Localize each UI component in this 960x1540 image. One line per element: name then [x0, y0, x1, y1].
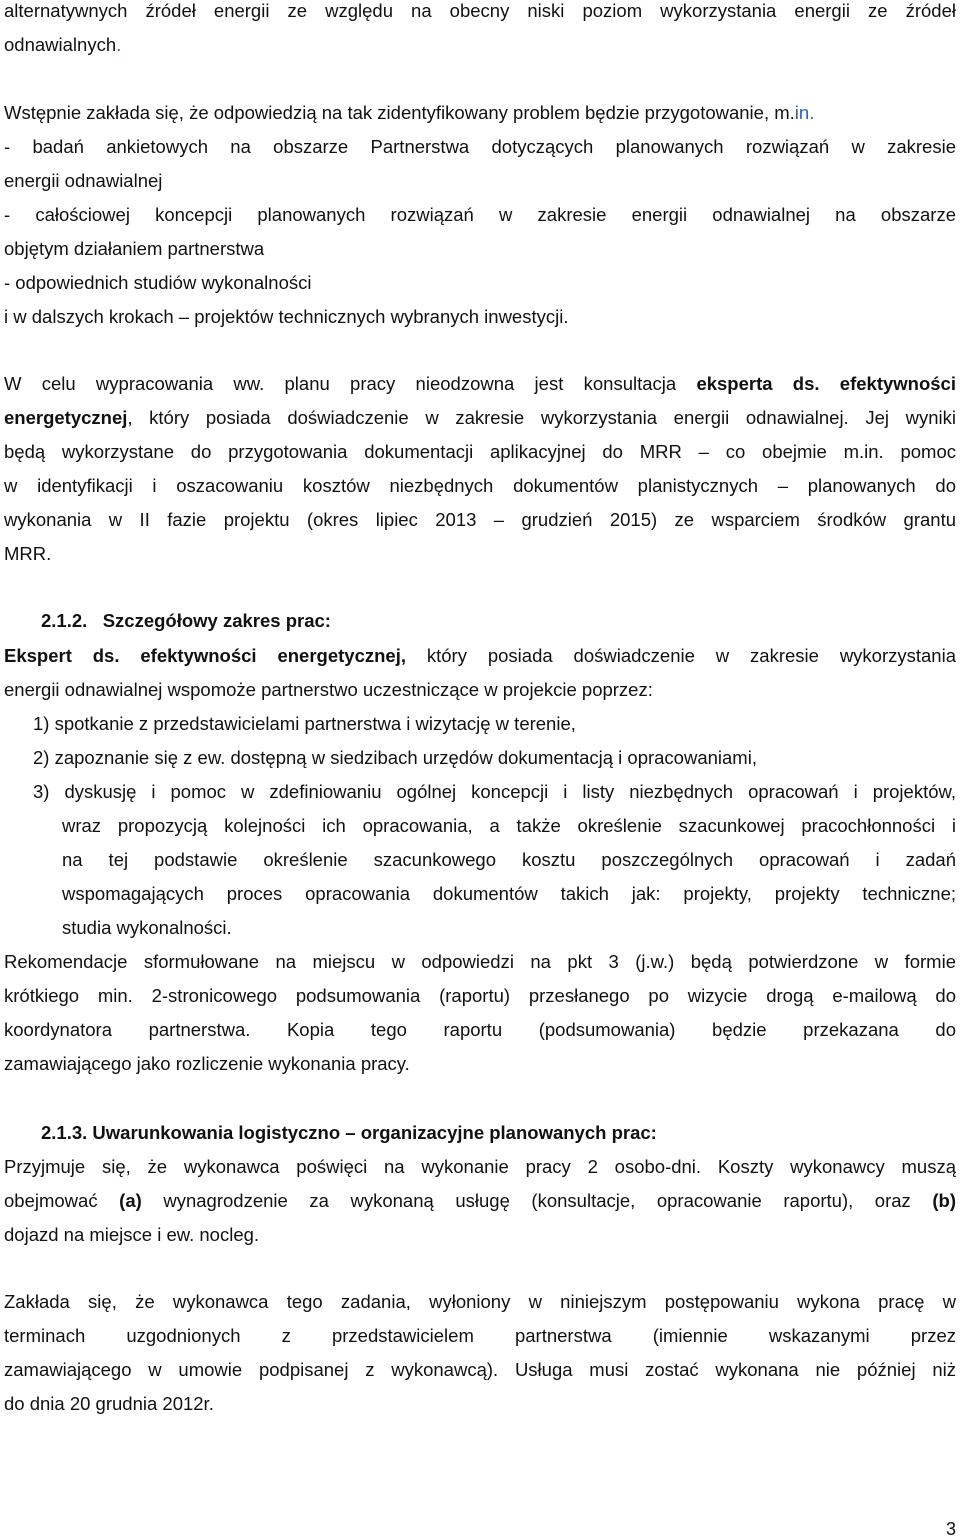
page-number: 3 — [945, 1519, 956, 1539]
celu-line-1: W celu wypracowania ww. planu pracy nieodzowna jest konsultacja eksperta ds. efektywności — [4, 373, 956, 394]
list-item-3-line-3: na tej podstawie określenie szacunkowego kosztu poszczególnych opracowań i zadań — [62, 849, 956, 870]
list-item-3-line-2: wraz propozycją kolejności ich opracowania, a także określenie szacunkowej pracochłonności i — [62, 815, 956, 836]
rekomendacje-line-3: koordynatora partnerstwa. Kopia tego raportu (podsumowania) będzie przekazana do — [4, 1019, 956, 1040]
final-line-4: do dnia 20 grudnia 2012r. — [4, 1393, 214, 1414]
bullet-1-line-2: energii odnawialnej — [4, 170, 163, 191]
s212-line-1: Ekspert ds. efektywności energetycznej, który posiada doświadczenie w zakresie wykorzystania — [4, 645, 956, 666]
list-item-3-line-1: 3) dyskusję i pomoc w zdefiniowaniu ogólnej koncepcji i listy niezbędnych opracowań i projektów, — [33, 781, 956, 802]
rekomendacje-line-2: krótkiego min. 2-stronicowego podsumowania (raportu) przesłanego po wizycie drogą e-mailową do — [4, 985, 956, 1006]
celu-line-6: MRR. — [4, 543, 52, 564]
celu-line-5: wykonania w II fazie projektu (okres lipiec 2013 – grudzień 2015) ze wsparciem środków grantu — [4, 509, 956, 530]
rekomendacje-line-1: Rekomendacje sformułowane na miejscu w odpowiedzi na pkt 3 (j.w.) będą potwierdzone w formie — [4, 951, 956, 972]
s213-line-3: dojazd na miejsce i ew. nocleg. — [4, 1224, 260, 1245]
section-heading-2-1-2: 2.1.2. Szczegółowy zakres prac: — [41, 610, 331, 631]
rekomendacje-line-4: zamawiającego jako rozliczenie wykonania pracy. — [4, 1053, 410, 1074]
bullet-1-line-1: - badań ankietowych na obszarze Partnerstwa dotyczących planowanych rozwiązań w zakresie — [4, 136, 956, 157]
section-heading-2-1-3: 2.1.3. Uwarunkowania logistyczno – organizacyjne planowanych prac: — [41, 1122, 657, 1143]
bullet-4: i w dalszych krokach – projektów technicznych wybranych inwestycji. — [4, 306, 569, 327]
final-line-1: Zakłada się, że wykonawca tego zadania, wyłoniony w niniejszym postępowaniu wykona pracę w — [4, 1291, 956, 1312]
intro-line-1: alternatywnych źródeł energii ze względu na obecny niski poziom wykorzystania energii ze źródeł — [4, 0, 956, 21]
celu-line-4: w identyfikacji i oszacowaniu kosztów niezbędnych dokumentów planistycznych – planowanych do — [4, 475, 956, 496]
final-line-3: zamawiającego w umowie podpisanej z wykonawcą). Usługa musi zostać wykonana nie później niż — [4, 1359, 956, 1380]
bullet-2-line-2: objętym działaniem partnerstwa — [4, 238, 265, 259]
intro-line-2: odnawialnych. — [4, 34, 122, 55]
celu-line-3: będą wykorzystane do przygotowania dokumentacji aplikacyjnej do MRR – co obejmie m.in. pomoc — [4, 441, 956, 462]
bullet-2-line-1: - całościowej koncepcji planowanych rozwiązań w zakresie energii odnawialnej na obszarze — [4, 204, 956, 225]
bullet-3: - odpowiednich studiów wykonalności — [4, 272, 312, 293]
celu-line-2: energetycznej, który posiada doświadczenie w zakresie wykorzystania energii odnawialnej. Jej wyniki — [4, 407, 956, 428]
list-item-2: 2) zapoznanie się z ew. dostępną w siedzibach urzędów dokumentacją i opracowaniami, — [33, 747, 757, 768]
s213-line-1: Przyjmuje się, że wykonawca poświęci na wykonanie pracy 2 osobo-dni. Koszty wykonawcy muszą — [4, 1156, 956, 1177]
s212-line-2: energii odnawialnej wspomoże partnerstwo uczestniczące w projekcie poprzez: — [4, 679, 653, 700]
final-line-2: terminach uzgodnionych z przedstawicielem partnerstwa (imiennie wskazanymi przez — [4, 1325, 956, 1346]
list-item-3-line-4: wspomagających proces opracowania dokumentów takich jak: projekty, projekty techniczne; — [62, 883, 956, 904]
list-item-1: 1) spotkanie z przedstawicielami partnerstwa i wizytację w terenie, — [33, 713, 576, 734]
s213-line-2: obejmować (a) wynagrodzenie za wykonaną usługę (konsultacje, opracowanie raportu), oraz (b) — [4, 1190, 956, 1211]
list-item-3-line-5: studia wykonalności. — [62, 917, 232, 938]
intro-line-3: Wstępnie zakłada się, że odpowiedzią na tak zidentyfikowany problem będzie przygotowanie, m.in. — [4, 102, 815, 123]
